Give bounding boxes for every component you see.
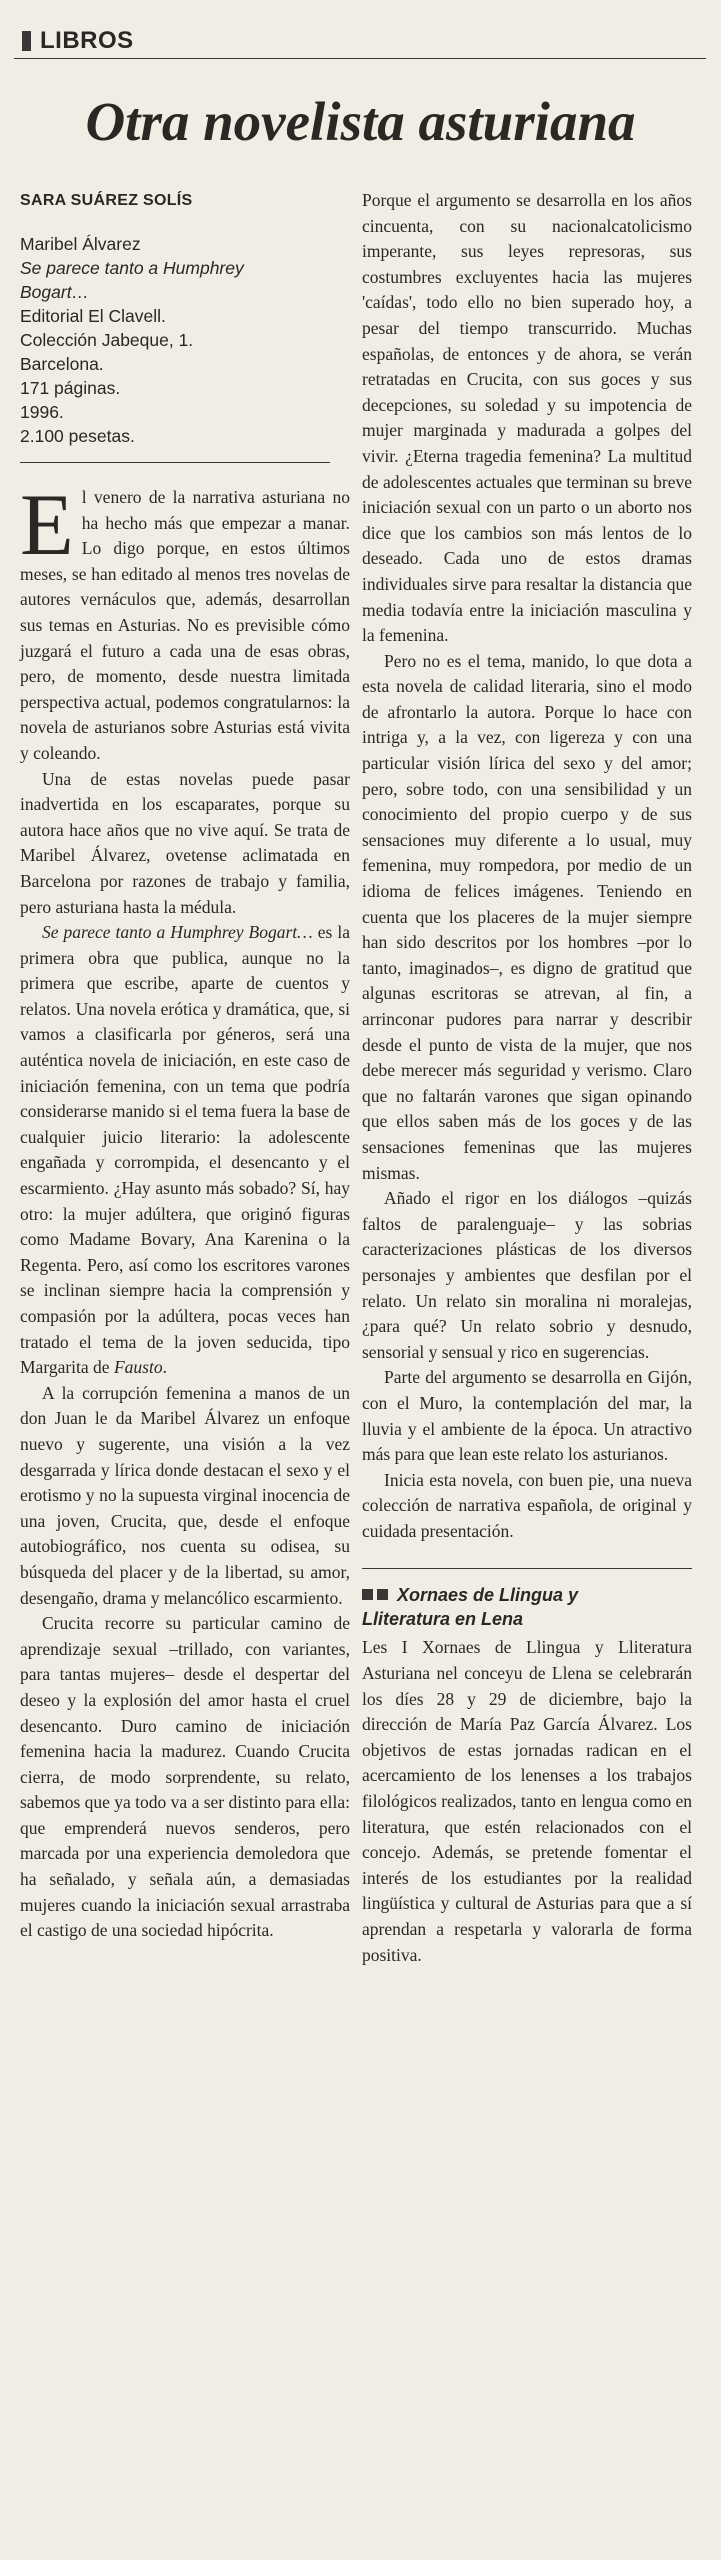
square-bullet-icon [362, 1589, 373, 1600]
book-year: 1996. [20, 402, 64, 422]
book-title-line2: Bogart… [20, 282, 90, 302]
book-pages: 171 páginas. [20, 378, 121, 398]
fausto-title: Fausto [113, 1357, 163, 1378]
paragraph-2: Una de estas novelas puede pasar inadvertida en los escaparates, porque su autora hace años que no vive aquí. Se trata de Maribel Álvarez, ovetense aclimatada en Barcelona por razones de trabajo y familia, pero asturiana hasta la médula. [20, 768, 350, 917]
paragraph-3 [20, 920, 350, 1381]
book-collection: Colección Jabeque, 1. [20, 330, 194, 350]
section-label: LIBROS [40, 27, 134, 54]
book-publisher: Editorial El Clavell. [20, 306, 166, 326]
section-header [14, 26, 706, 59]
book-title-inline: Se parece tanto a Humphrey Bogart… [42, 922, 313, 943]
sidebar-heading-line2: Lliteratura en Lena [362, 1609, 524, 1630]
paragraph-9: Parte del argumento se desarrolla en Gijón, con el Muro, la contemplación del mar, la lluvia y el ambiente de la época. Un atractivo más para que lean este relato los asturianos. [362, 1367, 692, 1465]
book-author: Maribel Álvarez [20, 234, 141, 254]
book-city: Barcelona. [20, 354, 104, 374]
sidebar-heading-line1: Xornaes de Llingua y [397, 1585, 579, 1606]
paragraph-4: A la corrupción femenina a manos de un don Juan le da Maribel Álvarez un enfoque nuevo y sugerente, una visión a la vez desgarrada y lírica donde destacan el sexo y el erotismo y no la supuesta virginal inocencia de una joven, Crucita, que, desde el enfoque autobiográfico, nos cuenta su odisea, su búsqueda del placer y de la libertad, su amor, desengaño, drama y melancólico escarmiento. [20, 1382, 350, 1608]
sidebar-divider [362, 1568, 692, 1569]
paragraph-3-text: es la primera obra que publica, aunque no la primera que escribe, aparte de cuentos y relatos. Una novela erótica y dramática, que, si vamos a clasificarla por géneros, será una auténtica novela de iniciación, en este caso de iniciación femenina, con un tema que podría considerarse manido si el tema fuera la base de cualquier juicio literario: la adolescente engañada y corrompida, el desencanto y el escarmiento. ¿Hay asunto más sobado? Sí, hay otro: la mujer adúltera, que originó figuras como Madame Bovary, Ana Karenina o la Regenta. Pero, así como los escritores varones se inclinan siempre hacia la comprensión y compasión por la adúltera, pocas veces han tratado el tema de la joven seducida, tipo Margarita de [20, 922, 350, 1378]
paragraph-6: Porque el argumento se desarrolla en los años cincuenta, con su nacionalcatolicismo imperante, sus leyes represoras, sus costumbres excluyentes hacia las mujeres 'caídas', todo ello no bien superado hoy, a pesar del tiempo transcurrido. Muchas españolas, de entonces y de ahora, se verán retratadas en Crucita, con sus goces y sus decepciones, su soledad y su impotencia de mujer marginada y madurada a golpes del vivir. ¿Eterna tragedia femenina? La multitud de adolescentes actuales que terminan su breve iniciación sexual con un parto o un aborto nos dice que los cambios son más lentos de lo deseado. Cada uno de estos dramas individuales sirve para resaltar la distancia que media todavía entre la iniciación masculina y la femenina. [362, 190, 692, 646]
sidebar-text: Les I Xornaes de Llingua y Lliteratura Asturiana nel conceyu de Llena se celebrarán los díes 28 y 29 de diciembre, bajo la dirección de María Paz García Álvarez. Los objetivos de estas jornadas radican en el acercamiento de los lenenses a los trabajos filológicos realizados, tanto en lengua como en literatura, que estén relacionados con el concejo. Además, se pretende fomentar el interés de los estudiantes por la realidad lingüística y cultural de Asturias para que a sí aprendan a respetarla y valorarla de forma positiva. [362, 1637, 692, 1965]
headline: Otra novelista asturiana [85, 91, 636, 152]
paragraph-8: Añado el rigor en los diálogos –quizás faltos de paralenguaje– y las sobrias caracterizaciones plásticas de los diversos personajes y ambientes que desfilan por el relato. Un relato sin moralina ni moralejas, ¿para qué? Un relato sobrio y desnudo, sensorial y sensual y rico en sugerencias. [362, 1188, 692, 1362]
sidebar-heading [362, 1583, 692, 1631]
book-price: 2.100 pesetas. [20, 426, 135, 446]
section-marker [22, 31, 31, 51]
info-divider [20, 462, 330, 463]
paragraph-1-text: l venero de la narrativa asturiana no ha hecho más que empezar a manar. Lo digo porque, en estos últimos meses, se han editado al menos tres novelas de autores vernáculos que, además, desarrollan sus temas en Asturias. No es previsible cómo juzgará el futuro a cada una de esas obras, pero, de momento, desde nuestra limitada perspectiva actual, podemos congratularnos: la novela de asturianos sobre Asturias está vivita y coleando. [20, 487, 350, 763]
paragraph-1 [20, 477, 350, 767]
left-column [20, 188, 350, 1944]
paragraph-7: Pero no es el tema, manido, lo que dota a esta novela de calidad literaria, sino el modo de afrontarlo la autora. Porque lo hace con intriga y, a la vez, con ligereza y con una particular visión lírica del sexo y del amor; pero, sobre todo, con una sensibilidad y un conocimiento del propio cuerpo y de sus sensaciones muy diferente a lo usual, muy femenina, muy rompedora, por medio de un idioma de felices imágenes. Teniendo en cuenta que los placeres de la mujer siempre han sido descritos por los hombres –por lo tanto, imaginados–, es digno de gratitud que algunas escritoras se atrevan, al fin, a arrinconar pudores para narrar y describir desde el punto de vista de la mujer, que nos debe merecer más seguridad y verismo. Claro que no faltarán varones que sigan opinando que ellos saben más de los goces y de las sensaciones femeninas que las mujeres mismas. [362, 650, 692, 1183]
book-title-line1: Se parece tanto a Humphrey [20, 258, 244, 278]
right-column [362, 188, 692, 1968]
square-bullet-icon [377, 1589, 388, 1600]
byline: SARA SUÁREZ SOLÍS [20, 192, 193, 209]
paragraph-3-period: . [162, 1357, 167, 1378]
paragraph-10: Inicia esta novela, con buen pie, una nueva colección de narrativa española, de original y cuidada presentación. [362, 1469, 692, 1541]
drop-cap: E [20, 477, 74, 574]
paragraph-5: Crucita recorre su particular camino de aprendizaje sexual –trillado, con variantes, para tantas mujeres– desde el despertar del deseo y la explosión del amor hasta el cruel desencanto. Duro camino de iniciación femenina hacia la madurez. Cuando Crucita cierra, de modo sorprendente, su relato, sabemos que ya todo va a ser distinto para ella: que emprenderá nuevos senderos, pero marcada por una experiencia demoledora que ha señalado, y señala aún, a demasiadas mujeres cuando la iniciación sexual arrastraba el castigo de una sociedad hipócrita. [20, 1613, 350, 1941]
book-info [20, 232, 350, 448]
